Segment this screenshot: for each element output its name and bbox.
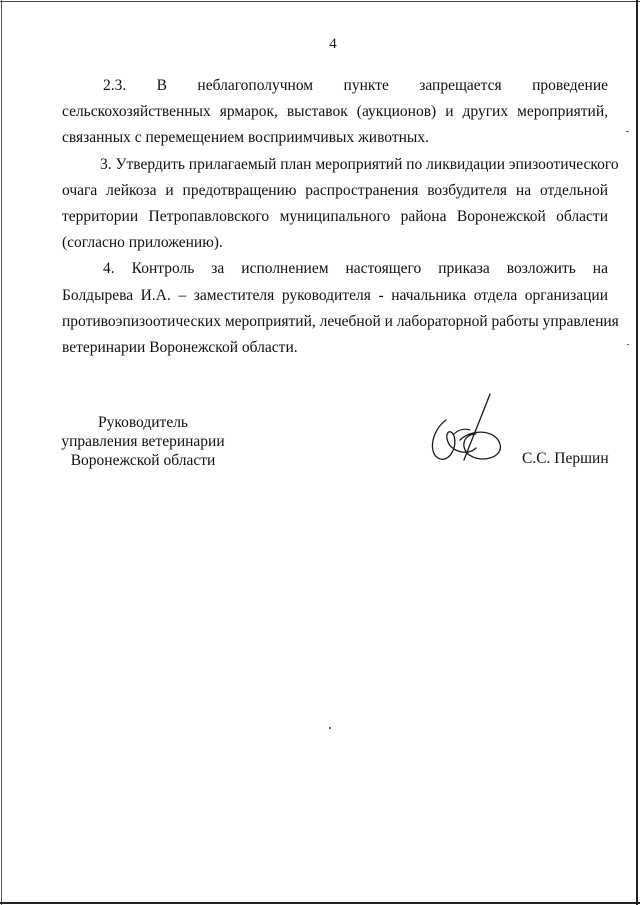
signatory-title [58, 413, 228, 470]
text-line: сельскохозяйственных ярмарок, выставок (аукционов) и других мероприятий, [62, 103, 608, 121]
text-line: Болдырева И.А. – заместителя руководителя - начальника отдела организации [62, 286, 608, 304]
scan-border-left [1, 0, 2, 905]
text-line: противоэпизоотических мероприятий, лечебной и лабораторной работы управления [62, 312, 619, 330]
scan-border-bottom [0, 902, 640, 904]
document-body [62, 73, 619, 361]
handwritten-signature [424, 390, 514, 472]
text-line: 2.3. В неблагополучном пункте запрещается проведение [103, 77, 608, 94]
text-line: очага лейкоза и предотвращению распространения возбудителя на отдельной [62, 181, 608, 199]
text-line: 4. Контроль за исполнением настоящего приказа возложить на [103, 260, 608, 278]
paragraph-3 [62, 152, 619, 257]
paragraph-2-3 [62, 73, 608, 152]
text-line: ветеринарии Воронежской области. [62, 339, 298, 357]
signatory-title-line: Воронежской области [70, 452, 216, 469]
signatory-name: С.С. Першин [522, 450, 609, 467]
page-number: 4 [329, 36, 337, 52]
text-line: (согласно приложению). [62, 234, 223, 252]
scan-border-right [636, 0, 638, 905]
text-line: территории Петропавловского муниципального района Воронежской области [62, 208, 608, 226]
signatory-title-line: Руководитель [97, 414, 189, 431]
paragraph-4 [62, 256, 619, 361]
text-line: связанных с перемещением восприимчивых животных. [62, 129, 429, 147]
text-line: 3. Утвердить прилагаемый план мероприятий по ликвидации эпизоотического [100, 155, 619, 173]
scan-speck [626, 131, 629, 132]
scan-speck [627, 344, 629, 345]
signatory-title-line: управления ветеринарии [61, 433, 225, 450]
scan-border-top [0, 1, 640, 2]
scan-speck [329, 727, 331, 729]
